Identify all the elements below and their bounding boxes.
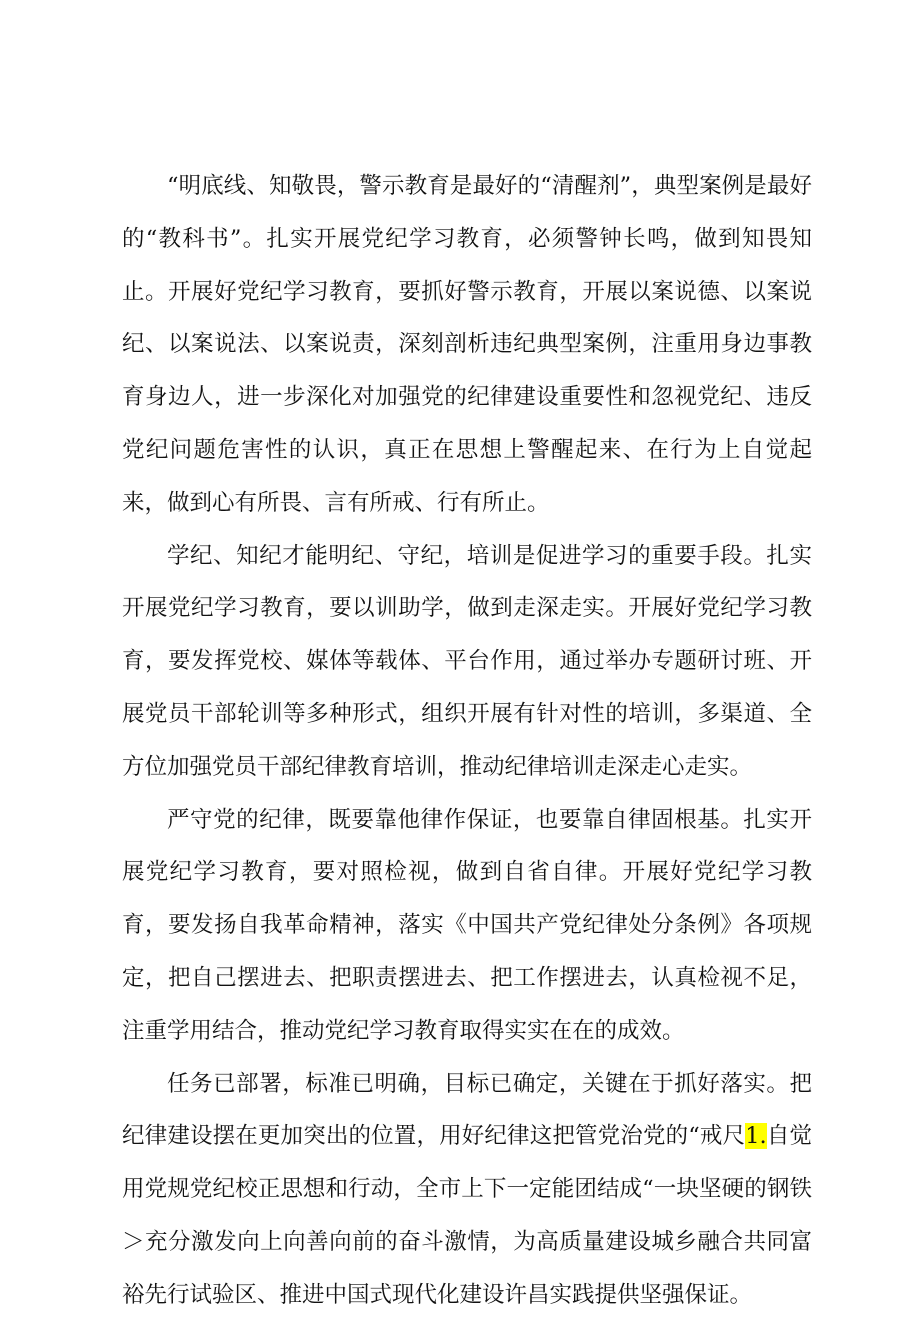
paragraph-3: 严守党的纪律，既要靠他律作保证，也要靠自律固根基。扎实开展党纪学习教育，要对照检视，做到自省自律。开展好党纪学习教育，要发扬自我革命精神，落实《中国共产党纪律处分条例》各项规定，把自己摆进去、把职责摆进去、把工作摆进去，认真检视不足，注重学用结合，推动党纪学习教育取得实实在在的成效。 bbox=[122, 806, 812, 1044]
paragraph-2: 学纪、知纪才能明纪、守纪，培训是促进学习的重要手段。扎实开展党纪学习教育，要以训助学，做到走深走实。开展好党纪学习教育，要发挥党校、媒体等载体、平台作用，通过举办专题研讨班、开展党员干部轮训等多种形式，组织开展有针对性的培训，多渠道、全方位加强党员干部纪律教育培训，推动纪律培训走深走心走实。 bbox=[122, 542, 812, 780]
paragraph-4 bbox=[122, 1058, 812, 1322]
document-body bbox=[122, 160, 812, 1322]
paragraph-4-text-after: 自觉用党规党纪校正思想和行动，全市上下一定能团结成“一块坚硬的钢铁＞充分激发向上向善向前的奋斗激情，为高质量建设城乡融合共同富裕先行试验区、推进中国式现代化建设许昌实践提供坚强保证。 bbox=[122, 1123, 812, 1308]
highlighted-mark: 1. bbox=[745, 1123, 767, 1150]
paragraph-1: “明底线、知敬畏，警示教育是最好的“清醒剂”，典型案例是最好的“教科书”。扎实开展党纪学习教育，必须警钟长鸣，做到知畏知止。开展好党纪学习教育，要抓好警示教育，开展以案说德、以案说纪、以案说法、以案说责，深刻剖析违纪典型案例，注重用身边事教育身边人，进一步深化对加强党的纪律建设重要性和忽视党纪、违反党纪问题危害性的认识，真正在思想上警醒起来、在行为上自觉起来，做到心有所畏、言有所戒、行有所止。 bbox=[122, 173, 812, 516]
paragraph-4-text-before: 任务已部署，标准已明确，目标已确定，关键在于抓好落实。把纪律建设摆在更加突出的位置，用好纪律这把管党治党的“戒尺 bbox=[122, 1070, 812, 1150]
